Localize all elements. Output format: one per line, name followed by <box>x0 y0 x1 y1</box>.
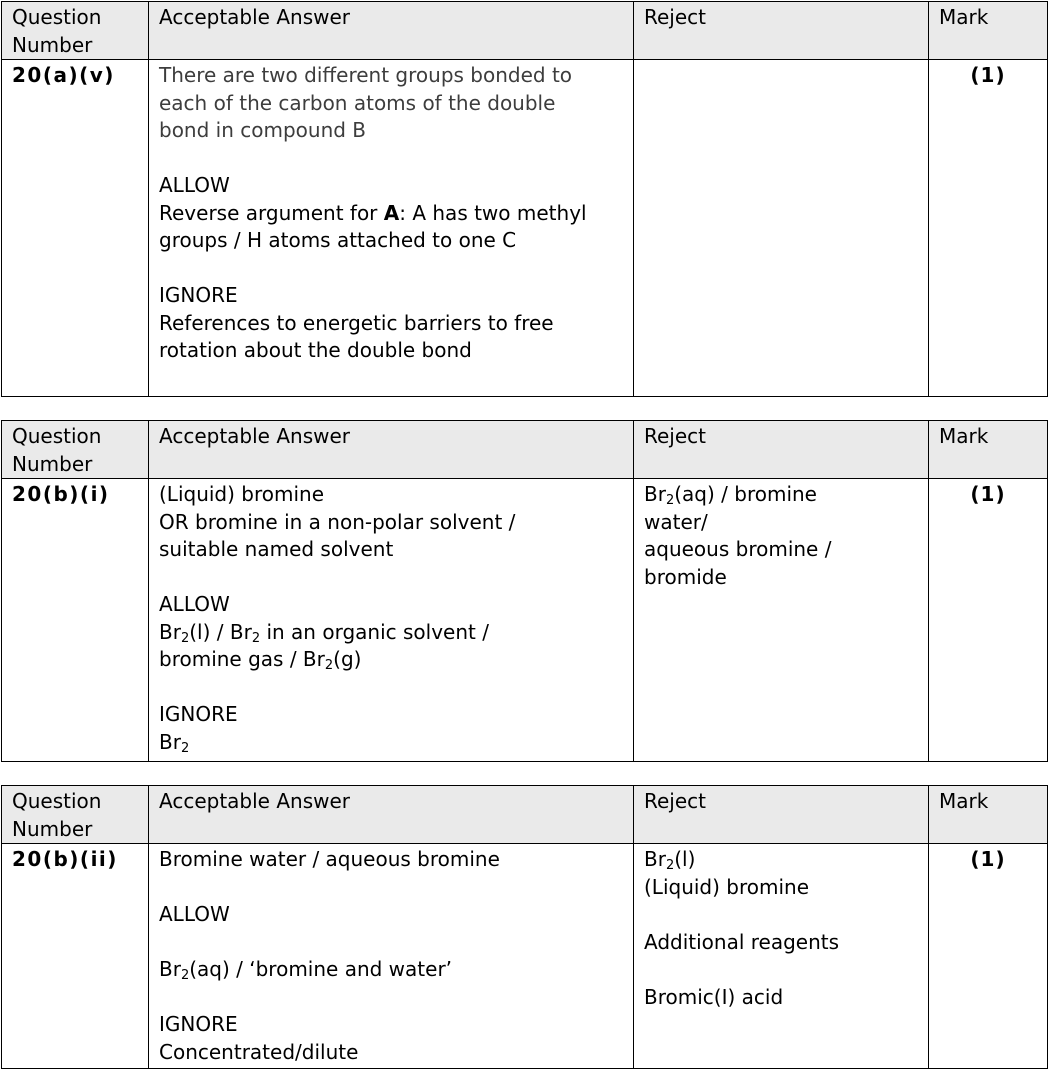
question-number: 20(b)(i) <box>2 479 149 762</box>
reject-line: $Br_2(aq)$ / bromine <box>644 482 817 508</box>
header-reject: Reject <box>634 786 929 844</box>
table-row <box>2 479 1048 762</box>
reject-cell <box>634 479 929 762</box>
markscheme-table-20b-ii <box>1 785 1048 1069</box>
reject-cell <box>634 60 929 397</box>
header-mark: Mark <box>929 2 1048 60</box>
header-question-number: Question Number <box>2 786 149 844</box>
acceptable-answer-cell <box>149 844 634 1069</box>
header-acceptable-answer: Acceptable Answer <box>149 2 634 60</box>
reject-line: aqueous bromine / <box>644 537 832 561</box>
ignore-label: IGNORE <box>159 702 238 726</box>
ignore-text: References to energetic barriers to free rotation about the double bond <box>159 310 554 362</box>
markscheme-table-20b-i <box>1 420 1048 762</box>
question-number: 20(b)(ii) <box>2 844 149 1069</box>
answer-text: There are two different groups bonded to each of the carbon atoms of the double bond in compound B <box>159 63 573 142</box>
table-header-row <box>2 2 1048 60</box>
answer-line: (Liquid) bromine <box>159 482 325 506</box>
mark-value: (1) <box>929 844 1048 1069</box>
reject-line: bromide <box>644 564 727 589</box>
allow-text: Reverse argument for A: A has two methyl groups / H atoms attached to one C <box>159 200 587 252</box>
header-mark: Mark <box>929 786 1048 844</box>
allow-label: ALLOW <box>159 592 230 616</box>
reject-cell <box>634 844 929 1069</box>
question-number: 20(a)(v) <box>2 60 149 397</box>
header-acceptable-answer: Acceptable Answer <box>149 786 634 844</box>
answer-line: OR bromine in a non-polar solvent / <box>159 509 516 534</box>
allow-label: ALLOW <box>159 173 230 197</box>
allow-text-line: bromine gas / $Br_2(g)$ <box>159 647 362 673</box>
reject-line: Additional reagents <box>644 929 840 954</box>
allow-label: ALLOW <box>159 902 230 926</box>
table-header-row <box>2 421 1048 479</box>
header-question-number: Question Number <box>2 421 149 479</box>
header-acceptable-answer: Acceptable Answer <box>149 421 634 479</box>
reject-line: (Liquid) bromine <box>644 874 810 899</box>
acceptable-answer-cell <box>149 60 634 397</box>
reject-line: water/ <box>644 509 708 534</box>
header-reject: Reject <box>634 421 929 479</box>
table-row <box>2 60 1048 397</box>
answer-line: suitable named solvent <box>159 537 394 561</box>
ignore-label: IGNORE <box>159 1012 238 1036</box>
header-mark: Mark <box>929 421 1048 479</box>
ignore-text: Concentrated/dilute <box>159 1039 359 1064</box>
allow-text: $Br_2(aq)$ / ‘bromine and water’ <box>159 957 453 983</box>
mark-value: (1) <box>929 60 1048 397</box>
table-row <box>2 844 1048 1069</box>
table-header-row <box>2 786 1048 844</box>
ignore-label: IGNORE <box>159 283 238 307</box>
reject-line: Bromic(I) acid <box>644 984 784 1009</box>
ignore-text: $Br_2$ <box>159 729 190 756</box>
acceptable-answer-cell <box>149 479 634 762</box>
mark-value: (1) <box>929 479 1048 762</box>
reject-line: $Br_2(l)$ <box>644 847 696 873</box>
markscheme-table-20a-v <box>1 1 1048 397</box>
answer-line: Bromine water / aqueous bromine <box>159 847 500 871</box>
allow-text-line: $Br_2(l) / Br_2$ in an organic solvent / <box>159 619 489 646</box>
header-reject: Reject <box>634 2 929 60</box>
header-question-number: Question Number <box>2 2 149 60</box>
